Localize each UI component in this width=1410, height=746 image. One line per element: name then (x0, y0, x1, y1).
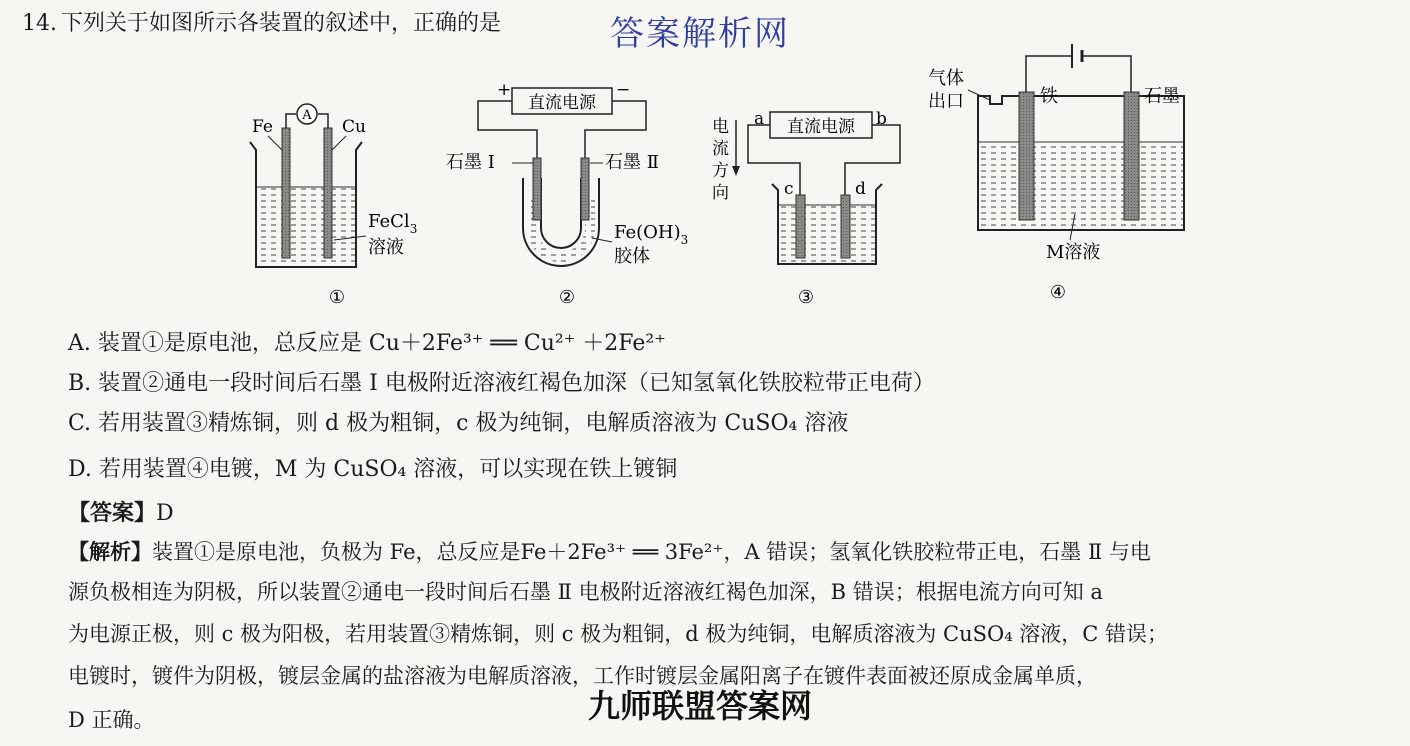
watermark-bottom: 九师联盟答案网 (588, 687, 813, 725)
d3-b-label: b (876, 109, 887, 129)
explanation-line-2: 源负极相连为阴极，所以装置②通电一段时间后石墨 Ⅱ 电极附近溶液红褐色加深，B 错误；根据电流方向可知 a (68, 580, 1103, 604)
d4-gas-label-1: 气体 (928, 68, 964, 89)
d1-cu-electrode (324, 128, 332, 258)
d1-fe-label: Fe (252, 117, 273, 137)
d2-colloid-formula: Fe(OH) (614, 222, 681, 243)
d2-graphite-2 (581, 158, 589, 220)
d1-solution-subscript: 3 (409, 222, 418, 236)
question-number: 14. (22, 11, 57, 36)
d4-iron-electrode (1019, 92, 1034, 220)
d3-current-char-1: 电 (712, 117, 729, 137)
d1-label: ① (328, 287, 346, 308)
d3-electrode-c (796, 195, 805, 258)
d2-u-tube-inner (541, 178, 581, 248)
device-2-u-tube (446, 80, 688, 308)
d1-solution-word: 溶液 (368, 237, 404, 258)
d2-colloid-subscript: 3 (680, 233, 689, 247)
answer-label: 【答案】 (68, 501, 157, 526)
d2-power-label: 直流电源 (528, 93, 596, 113)
d4-solution-label: M溶液 (1046, 242, 1101, 263)
option-c[interactable] (68, 406, 848, 437)
option-d-letter: D. (68, 457, 92, 482)
device-1-galvanic-cell (250, 104, 417, 308)
d2-label: ② (558, 287, 576, 308)
d4-gas-label-2: 出口 (928, 91, 964, 112)
d3-solution (778, 205, 876, 264)
d2-colloid-word: 胶体 (614, 246, 650, 267)
explanation-line-4: 电镀时，镀件为阴极，镀层金属的盐溶液为电解质溶液，工作时镀层金属阳离子在镀件表面被还原成金属单质， (68, 664, 1097, 688)
apparatus-figure (0, 0, 1410, 320)
d1-fe-electrode (282, 128, 290, 258)
d3-a-label: a (754, 109, 765, 129)
d2-plus-sign: + (497, 80, 512, 100)
d1-solution (256, 187, 356, 267)
explanation-label: 【解析】 (68, 540, 152, 564)
watermark-top: 答案解析网 (610, 14, 790, 54)
question-text: 下列关于如图所示各装置的叙述中，正确的是 (61, 11, 502, 36)
d3-c-label: c (784, 179, 794, 199)
option-d[interactable] (68, 452, 677, 483)
d4-solution (978, 142, 1184, 230)
d2-graphite-1 (533, 158, 541, 220)
d3-d-label: d (855, 179, 866, 199)
option-c-letter: C. (68, 411, 92, 436)
d3-current-direction (712, 117, 734, 203)
option-d-text: 若用装置④电镀，M 为 CuSO₄ 溶液，可以实现在铁上镀铜 (98, 457, 678, 482)
d1-solution-formula: FeCl (368, 211, 410, 232)
explanation-line-1 (68, 536, 1151, 566)
explanation-line-5: D 正确。 (68, 708, 155, 732)
d1-cu-label: Cu (342, 117, 366, 137)
option-a-letter: A. (68, 331, 91, 356)
option-b-text: 装置②通电一段时间后石墨 Ⅰ 电极附近溶液红褐色加深（已知氢氧化铁胶粒带正电荷） (98, 371, 935, 396)
d2-right-label: 石墨 Ⅱ (605, 152, 659, 173)
device-4-plating-cell (928, 44, 1184, 303)
d3-current-char-2: 流 (712, 139, 729, 159)
device-3-electrolysis (712, 109, 900, 308)
d2-colloid-label (614, 222, 688, 247)
d3-current-char-4: 向 (712, 183, 729, 203)
d4-label: ④ (1049, 282, 1067, 303)
option-b[interactable] (68, 366, 935, 397)
d4-graphite-electrode (1124, 92, 1139, 220)
d3-label: ③ (797, 287, 815, 308)
option-b-letter: B. (68, 371, 92, 396)
explanation-text-1: 装置①是原电池，负极为 Fe，总反应是Fe＋2Fe³⁺ ══ 3Fe²⁺，A 错误；氢氧化铁胶粒带正电，石墨 Ⅱ 与电 (152, 540, 1151, 564)
d3-electrode-d (841, 195, 850, 258)
d4-iron-label: 铁 (1040, 86, 1058, 107)
answer (68, 496, 174, 527)
d1-solution-label (368, 211, 417, 236)
option-a-text: 装置①是原电池，总反应是 Cu＋2Fe³⁺ ══ Cu²⁺ ＋2Fe²⁺ (97, 331, 666, 356)
option-c-text: 若用装置③精炼铜，则 d 极为粗铜，c 极为纯铜，电解质溶液为 CuSO₄ 溶液 (98, 411, 849, 436)
d4-graphite-label: 石墨 (1144, 86, 1180, 107)
d2-left-label: 石墨 Ⅰ (446, 152, 495, 173)
d2-minus-sign: − (616, 80, 631, 100)
d3-power-label: 直流电源 (787, 117, 855, 137)
option-a[interactable] (68, 326, 666, 357)
d3-current-char-3: 方 (712, 161, 729, 181)
d1-meter-label: A (302, 108, 312, 123)
answer-value: D (156, 501, 174, 526)
explanation-line-3: 为电源正极，则 c 极为阳极，若用装置③精炼铜，则 c 极为粗铜，d 极为纯铜，电解质溶液为 CuSO₄ 溶液，C 错误； (68, 622, 1169, 646)
